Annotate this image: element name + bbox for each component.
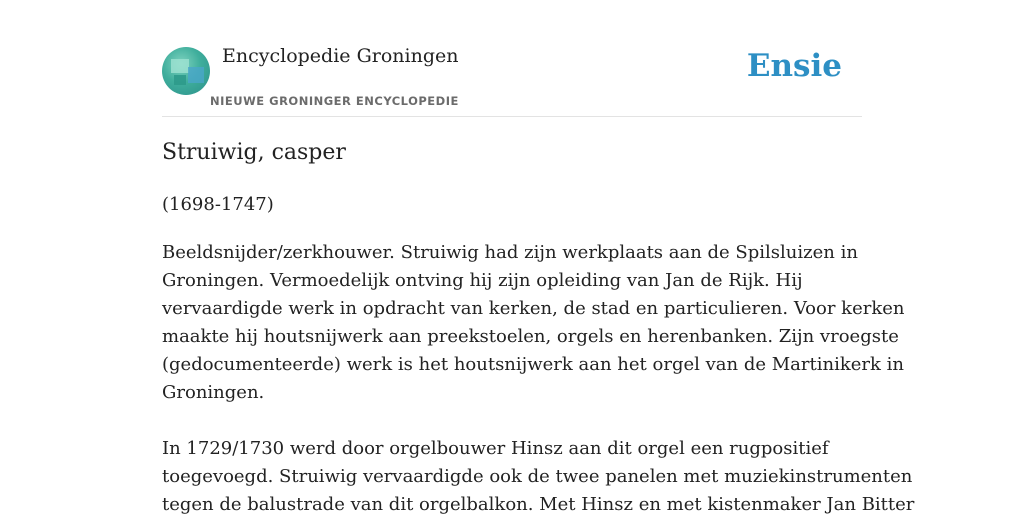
logo-tile: [171, 59, 189, 73]
body-line: Beeldsnijder/zerkhouwer. Struiwig had zijn werkplaats aan de Spilsluizen in: [162, 242, 858, 263]
article-title: Struiwig, casper: [162, 140, 346, 165]
paragraph-gap: [162, 407, 862, 435]
page: [162, 0, 915, 515]
body-line: Groningen.: [162, 382, 265, 403]
body-line: (gedocumenteerde) werk is het houtsnijwerk aan het orgel van de Martinikerk in: [162, 354, 904, 375]
article-dates: (1698-1747): [162, 194, 274, 215]
body-line: Groningen. Vermoedelijk ontving hij zijn opleiding van Jan de Rijk. Hij: [162, 270, 803, 291]
body-line: vervaardigde werk in opdracht van kerken, de stad en particulieren. Voor kerken: [162, 298, 905, 319]
encyclopedia-logo-icon[interactable]: [162, 47, 210, 95]
site-title-link[interactable]: Encyclopedie Groningen: [222, 45, 459, 67]
logo-tile: [174, 75, 186, 85]
site-header: [162, 0, 862, 117]
logo-tile: [188, 67, 204, 83]
body-line: tegen de balustrade van dit orgelbalkon. Met Hinsz en met kistenmaker Jan Bitter: [162, 494, 915, 515]
body-line: maakte hij houtsnijwerk aan preekstoelen, orgels en herenbanken. Zijn vroegste: [162, 326, 899, 347]
site-subtitle: NIEUWE GRONINGER ENCYCLOPEDIE: [210, 94, 459, 108]
article-body: [162, 239, 915, 519]
body-line: In 1729/1730 werd door orgelbouwer Hinsz aan dit orgel een rugpositief: [162, 438, 829, 459]
body-line: toegevoegd. Struiwig vervaardigde ook de twee panelen met muziekinstrumenten: [162, 466, 913, 487]
ensie-brand-logo[interactable]: Ensie: [746, 48, 842, 84]
